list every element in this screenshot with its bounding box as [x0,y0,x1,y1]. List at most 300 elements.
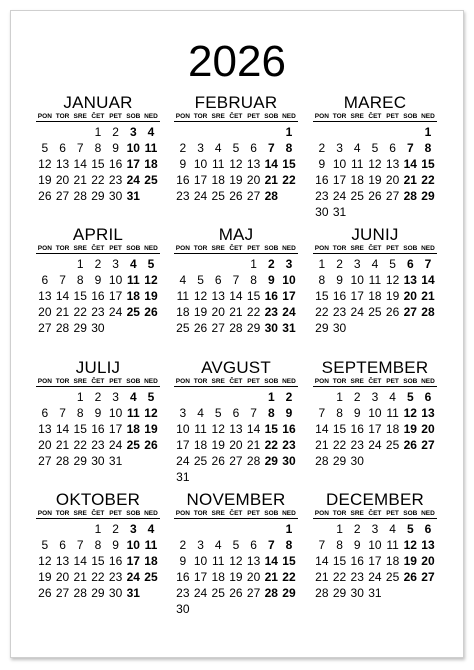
day-cell: 27 [421,570,435,584]
weekday-label: ČET [91,510,105,517]
day-cell: 13 [421,406,435,420]
empty-cell [245,124,263,140]
day-cell: 12 [38,157,52,171]
day-cell: 17 [126,554,140,568]
day-cell: 3 [336,141,343,155]
weekday-label: NED [144,245,158,252]
weekday-header [313,377,437,387]
day-cell: 15 [332,422,347,436]
weekday-label: ČET [368,245,382,252]
weekday-header [36,377,160,387]
day-cell: 29 [73,454,87,468]
days-grid [313,256,437,336]
day-cell: 26 [229,189,243,203]
day-cell: 27 [229,454,243,468]
day-cell: 20 [246,173,261,187]
day-cell: 22 [246,305,261,319]
day-cell: 21 [73,173,87,187]
day-cell: 18 [211,570,225,584]
weekday-header [313,509,437,519]
day-cell: 9 [112,538,119,552]
day-cell: 4 [353,141,361,155]
day-cell: 6 [424,522,432,536]
day-cell: 2 [179,141,187,155]
weekday-label: SRE [73,510,87,517]
day-cell: 19 [38,570,52,584]
day-cell: 11 [126,273,140,287]
empty-cell [54,389,72,405]
day-cell: 14 [264,554,278,568]
day-cell: 9 [179,554,187,568]
day-cell: 28 [246,454,261,468]
day-cell: 11 [386,538,399,552]
day-cell: 8 [285,538,293,552]
weekday-label: ČET [368,378,382,385]
day-cell: 2 [179,538,187,552]
weekday-label: NED [282,245,296,252]
day-cell: 24 [108,438,123,452]
day-cell: 11 [386,406,399,420]
day-cell: 21 [315,438,329,452]
day-cell: 9 [179,157,187,171]
empty-cell [313,124,331,140]
day-cell: 18 [176,305,190,319]
empty-cell [192,256,210,272]
days-grid [313,521,437,601]
day-cell: 15 [73,289,87,303]
day-cell: 22 [332,438,347,452]
day-cell: 3 [129,125,137,139]
day-cell: 9 [353,538,361,552]
day-cell: 30 [91,321,105,335]
day-cell: 20 [421,554,435,568]
day-cell: 9 [267,273,275,287]
empty-cell [54,124,72,140]
days-grid [36,389,160,469]
day-cell: 7 [76,141,84,155]
day-cell: 15 [73,422,87,436]
weekday-label: PON [37,378,52,385]
day-cell: 28 [403,189,417,203]
day-cell: 3 [112,390,119,404]
day-cell: 27 [246,189,261,203]
day-cell: 28 [315,454,329,468]
day-cell: 9 [285,406,293,420]
day-cell: 1 [267,390,275,404]
weekday-label: ČET [91,113,105,120]
month-name: AVGUST [201,358,271,377]
day-cell: 25 [176,321,190,335]
day-cell: 12 [403,538,417,552]
weekday-label: ČET [229,510,243,517]
day-cell: 6 [59,141,66,155]
day-cell: 5 [41,141,49,155]
weekday-label: ČET [229,113,243,120]
day-cell: 21 [55,438,70,452]
weekday-label: NED [421,113,435,120]
day-cell: 22 [315,305,329,319]
day-cell: 21 [264,570,278,584]
empty-cell [262,124,280,140]
day-cell: 18 [385,554,400,568]
day-cell: 4 [371,257,379,271]
day-cell: 31 [108,454,123,468]
weekday-label: PON [37,113,52,120]
day-cell: 26 [403,570,417,584]
day-cell: 1 [76,390,84,404]
day-cell: 20 [55,173,70,187]
day-cell: 29 [73,321,87,335]
weekday-label: TOR [55,245,70,252]
day-cell: 18 [144,554,158,568]
days-grid [174,389,298,485]
day-cell: 6 [250,538,257,552]
day-cell: 30 [350,586,364,600]
day-cell: 22 [282,173,296,187]
weekday-label: TOR [332,245,347,252]
month-april [36,226,160,336]
day-cell: 28 [73,189,87,203]
day-cell: 9 [318,157,326,171]
weekday-label: PET [247,245,260,252]
empty-cell [366,124,384,140]
month-marec [313,94,437,220]
weekday-label: ČET [91,245,105,252]
day-cell: 27 [211,321,225,335]
day-cell: 24 [332,189,347,203]
day-cell: 21 [315,570,329,584]
day-cell: 1 [336,522,343,536]
day-cell: 6 [59,538,66,552]
day-cell: 13 [55,157,70,171]
day-cell: 11 [211,554,225,568]
day-cell: 19 [144,422,158,436]
weekday-label: SOB [264,245,279,252]
day-cell: 29 [315,321,329,335]
weekday-label: TOR [193,378,208,385]
day-cell: 26 [38,586,52,600]
day-cell: 12 [144,406,158,420]
day-cell: 12 [193,289,208,303]
weekday-label: SOB [403,378,418,385]
day-cell: 27 [403,305,417,319]
month-name: DECEMBER [326,490,424,509]
day-cell: 7 [76,538,84,552]
day-cell: 20 [246,570,261,584]
day-cell: 19 [38,173,52,187]
day-cell: 7 [250,406,257,420]
day-cell: 27 [38,454,52,468]
weekday-label: SOB [403,510,418,517]
empty-cell [245,521,263,537]
day-cell: 10 [350,273,364,287]
day-cell: 31 [126,586,140,600]
weekday-label: PON [37,510,52,517]
day-cell: 6 [389,141,396,155]
day-cell: 26 [385,305,400,319]
day-cell: 2 [267,257,275,271]
empty-cell [331,124,349,140]
day-cell: 29 [91,189,105,203]
day-cell: 24 [282,305,296,319]
day-cell: 25 [144,173,158,187]
weekday-label: NED [144,510,158,517]
day-cell: 26 [403,438,417,452]
day-cell: 10 [332,157,347,171]
weekday-label: SOB [264,510,279,517]
day-cell: 29 [246,321,261,335]
empty-cell [209,389,227,405]
day-cell: 24 [176,454,190,468]
day-cell: 25 [385,570,400,584]
day-cell: 19 [368,173,382,187]
day-cell: 8 [76,406,84,420]
day-cell: 7 [318,538,326,552]
day-cell: 14 [315,554,329,568]
day-cell: 22 [91,570,105,584]
day-cell: 14 [421,273,435,287]
day-cell: 3 [371,522,379,536]
day-cell: 5 [41,538,49,552]
weekday-header [36,509,160,519]
day-cell: 7 [424,257,432,271]
day-cell: 20 [229,438,243,452]
day-cell: 19 [144,289,158,303]
day-cell: 25 [368,305,382,319]
day-cell: 20 [421,422,435,436]
day-cell: 3 [285,257,293,271]
day-cell: 20 [55,570,70,584]
weekday-label: PET [109,378,122,385]
day-cell: 21 [229,305,243,319]
day-cell: 3 [371,390,379,404]
weekday-label: SRE [73,245,87,252]
empty-cell [262,521,280,537]
day-cell: 26 [368,189,382,203]
day-cell: 18 [144,157,158,171]
day-cell: 5 [197,273,204,287]
day-cell: 10 [282,273,296,287]
weekday-label: TOR [193,510,208,517]
day-cell: 15 [421,157,435,171]
day-cell: 6 [41,406,49,420]
day-cell: 8 [76,273,84,287]
day-cell: 20 [38,305,52,319]
day-cell: 30 [176,602,190,616]
day-cell: 17 [350,289,364,303]
day-cell: 25 [385,438,400,452]
day-cell: 3 [179,406,187,420]
day-cell: 28 [264,189,278,203]
day-cell: 27 [421,438,435,452]
day-cell: 28 [264,586,278,600]
weekday-label: SOB [264,378,279,385]
day-cell: 5 [147,390,155,404]
day-cell: 20 [403,289,417,303]
day-cell: 4 [389,390,396,404]
day-cell: 14 [55,422,70,436]
day-cell: 4 [214,538,222,552]
empty-cell [192,521,210,537]
empty-cell [227,521,245,537]
day-cell: 10 [193,554,208,568]
day-cell: 13 [246,554,261,568]
empty-cell [209,256,227,272]
day-cell: 14 [73,157,87,171]
month-name: SEPTEMBER [321,358,429,377]
day-cell: 15 [246,289,261,303]
days-grid [36,256,160,336]
day-cell: 16 [176,173,190,187]
day-cell: 23 [108,173,123,187]
day-cell: 25 [350,189,364,203]
day-cell: 17 [332,173,347,187]
day-cell: 26 [193,321,208,335]
day-cell: 27 [38,321,52,335]
weekday-label: PON [314,245,329,252]
year-title: 2026 [188,37,286,86]
month-julij [36,359,160,469]
day-cell: 29 [332,586,347,600]
day-cell: 31 [176,470,190,484]
day-cell: 15 [282,554,296,568]
month-name: MAJ [218,225,254,244]
month-december [313,491,437,601]
day-cell: 28 [315,586,329,600]
weekday-label: SOB [126,378,141,385]
weekday-header [313,112,437,122]
weekday-label: ČET [368,510,382,517]
day-cell: 24 [193,586,208,600]
day-cell: 18 [126,289,140,303]
day-cell: 22 [264,438,278,452]
empty-cell [227,389,245,405]
day-cell: 3 [112,257,119,271]
weekday-label: SRE [350,245,364,252]
day-cell: 30 [108,586,123,600]
weekday-label: PON [175,510,190,517]
empty-cell [245,389,263,405]
weekday-header [36,244,160,254]
day-cell: 10 [126,141,140,155]
days-grid [174,124,298,204]
weekday-label: SOB [264,113,279,120]
day-cell: 11 [194,422,207,436]
day-cell: 14 [73,554,87,568]
day-cell: 29 [282,586,296,600]
day-cell: 1 [76,257,84,271]
month-name: FEBRUAR [194,93,278,112]
day-cell: 16 [108,157,123,171]
month-name: JULIJ [75,358,121,377]
day-cell: 16 [91,422,105,436]
weekday-header [174,112,298,122]
weekday-label: SOB [403,245,418,252]
weekday-label: TOR [55,510,70,517]
day-cell: 13 [211,289,225,303]
weekday-label: NED [144,378,158,385]
day-cell: 6 [424,390,432,404]
day-cell: 23 [332,305,347,319]
empty-cell [54,256,72,272]
day-cell: 25 [144,570,158,584]
day-cell: 29 [332,454,347,468]
day-cell: 6 [232,406,240,420]
day-cell: 22 [282,570,296,584]
day-cell: 4 [147,522,155,536]
day-cell: 5 [371,141,379,155]
day-cell: 5 [406,390,414,404]
day-cell: 16 [332,289,347,303]
day-cell: 17 [126,157,140,171]
day-cell: 10 [176,422,190,436]
weekday-label: SRE [211,245,225,252]
day-cell: 14 [229,289,243,303]
day-cell: 18 [350,173,364,187]
day-cell: 15 [91,157,105,171]
day-cell: 22 [421,173,435,187]
day-cell: 13 [246,157,261,171]
day-cell: 26 [144,438,158,452]
weekday-label: PON [175,245,190,252]
weekday-label: PET [109,510,122,517]
day-cell: 2 [94,390,102,404]
day-cell: 30 [315,205,329,219]
day-cell: 18 [126,422,140,436]
day-cell: 18 [193,438,208,452]
days-grid [313,124,437,220]
day-cell: 31 [368,586,382,600]
day-cell: 15 [282,157,296,171]
day-cell: 5 [232,141,240,155]
day-cell: 12 [211,422,225,436]
day-cell: 13 [385,157,400,171]
day-cell: 7 [267,538,275,552]
day-cell: 16 [315,173,329,187]
day-cell: 25 [126,305,140,319]
day-cell: 9 [94,273,102,287]
weekday-label: PON [37,245,52,252]
day-cell: 12 [385,273,400,287]
day-cell: 14 [246,422,261,436]
day-cell: 1 [336,390,343,404]
day-cell: 16 [176,570,190,584]
weekday-header [174,377,298,387]
weekday-label: ČET [229,245,243,252]
day-cell: 31 [332,205,347,219]
day-cell: 8 [424,141,432,155]
day-cell: 14 [315,422,329,436]
day-cell: 10 [193,157,208,171]
day-cell: 11 [144,538,158,552]
day-cell: 12 [229,157,243,171]
day-cell: 12 [144,273,158,287]
day-cell: 26 [38,189,52,203]
day-cell: 2 [353,522,361,536]
day-cell: 28 [55,321,70,335]
day-cell: 3 [197,538,204,552]
day-cell: 17 [193,173,208,187]
day-cell: 8 [285,141,293,155]
day-cell: 2 [318,141,326,155]
month-februar [174,94,298,204]
month-name: JANUAR [63,93,133,112]
day-cell: 30 [264,321,278,335]
day-cell: 12 [229,554,243,568]
day-cell: 21 [264,173,278,187]
day-cell: 17 [193,570,208,584]
weekday-label: PET [386,378,399,385]
